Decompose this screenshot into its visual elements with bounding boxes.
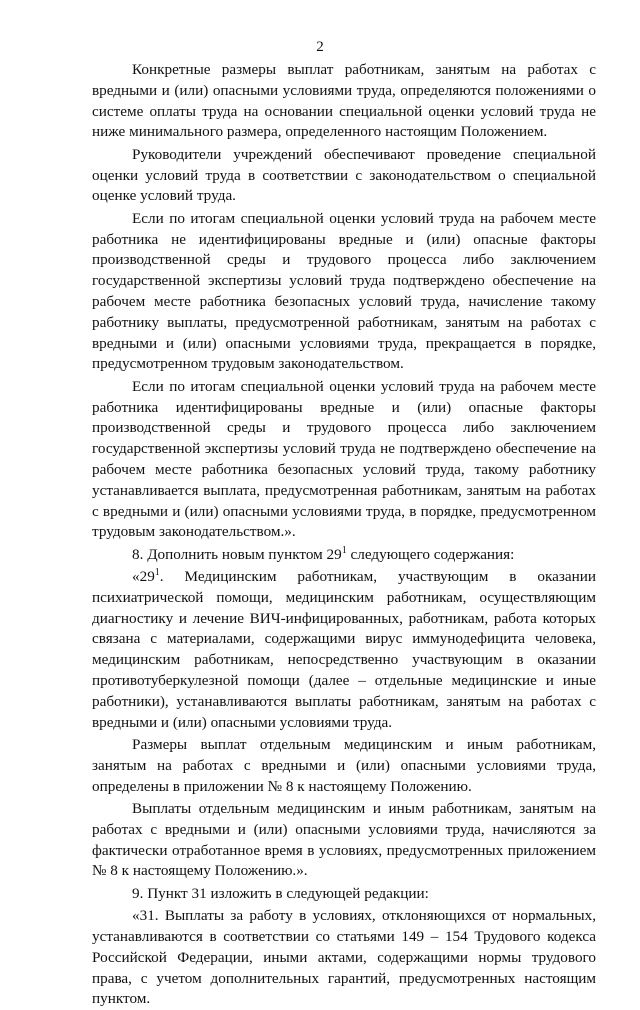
paragraph: Если по итогам специальной оценки условий труда на рабочем месте работника не идентифицированы вредные и (или) опасные факторы производственной среды и трудового процесса либо заключением государственной экспертизы условий труда подтверждено обеспечение на рабочем месте работника безопасных условий труда, начисление такому работнику выплаты, предусмотренной работникам, занятым на работах с вредными и (или) опасными условиями труда, прекращается в порядке, предусмотренном трудовым законодательством. [92, 209, 596, 373]
paragraph: Если по итогам специальной оценки условий труда на рабочем месте работника идентифицированы вредные и (или) опасные факторы производственной среды и трудового процесса либо заключением государственной экспертизы условий труда не подтверждено обеспечение на рабочем месте работника безопасных условий труда, такому работнику устанавливается выплата, предусмотренная работникам, занятым на работах с вредными и (или) опасными условиями труда, в порядке, предусмотренном трудовым законодательством.». [92, 377, 596, 541]
page-number: 2 [316, 39, 324, 55]
paragraph-text: . Медицинским работникам, участвующим в оказании психиатрической помощи, медицинским работникам, осуществляющим диагностику и лечение ВИЧ-инфицированных, работникам, работа которых связана с материалами, содержащими вирус иммунодефицита человека, медицинским работникам, непосредственно участвующим в оказании противотуберкулезной помощи (далее – отдельные медицинские и иные работники), устанавливаются выплаты работникам, занятым на работах с вредными и (или) опасными условиями труда. [92, 568, 596, 731]
paragraph-text: «29 [132, 568, 155, 586]
paragraph-item-9: 9. Пункт 31 изложить в следующей редакции: [132, 884, 429, 902]
superscript: 1 [154, 567, 160, 579]
document-body [92, 60, 596, 1010]
paragraph-text: 8. Дополнить новым пунктом 29 [132, 545, 342, 563]
paragraph: Выплаты отдельным медицинским и иным работникам, занятым на работах с вредными и (или) опасными условиями труда, начисляются за фактически отработанное время в условиях, предусмотренных приложением № 8 к настоящему Положению.». [92, 800, 596, 880]
paragraph: Конкретные размеры выплат работникам, занятым на работах с вредными и (или) опасными условиями труда, определяются положениями о системе оплаты труда на основании специальной оценки условий труда не ниже минимального размера, определенного настоящим Положением. [92, 61, 596, 141]
superscript: 1 [341, 544, 347, 556]
paragraph: Размеры выплат отдельным медицинским и иным работникам, занятым на работах с вредными и (или) опасными условиями труда, определены в приложении № 8 к настоящему Положению. [92, 736, 596, 795]
paragraph: Руководители учреждений обеспечивают проведение специальной оценки условий труда в соответствии с законодательством о специальной оценке условий труда. [92, 145, 596, 205]
paragraph-text: следующего содержания: [346, 545, 515, 563]
paragraph-clause-29-1 [92, 567, 596, 733]
paragraph-clause-31: «31. Выплаты за работу в условиях, отклоняющихся от нормальных, устанавливаются в соответствии со статьями 149 – 154 Трудового кодекса Российской Федерации, иными актами, содержащими нормы трудового права, с учетом дополнительных гарантий, предусмотренных настоящим пунктом. [92, 907, 596, 1008]
paragraph-item-8 [92, 545, 596, 566]
